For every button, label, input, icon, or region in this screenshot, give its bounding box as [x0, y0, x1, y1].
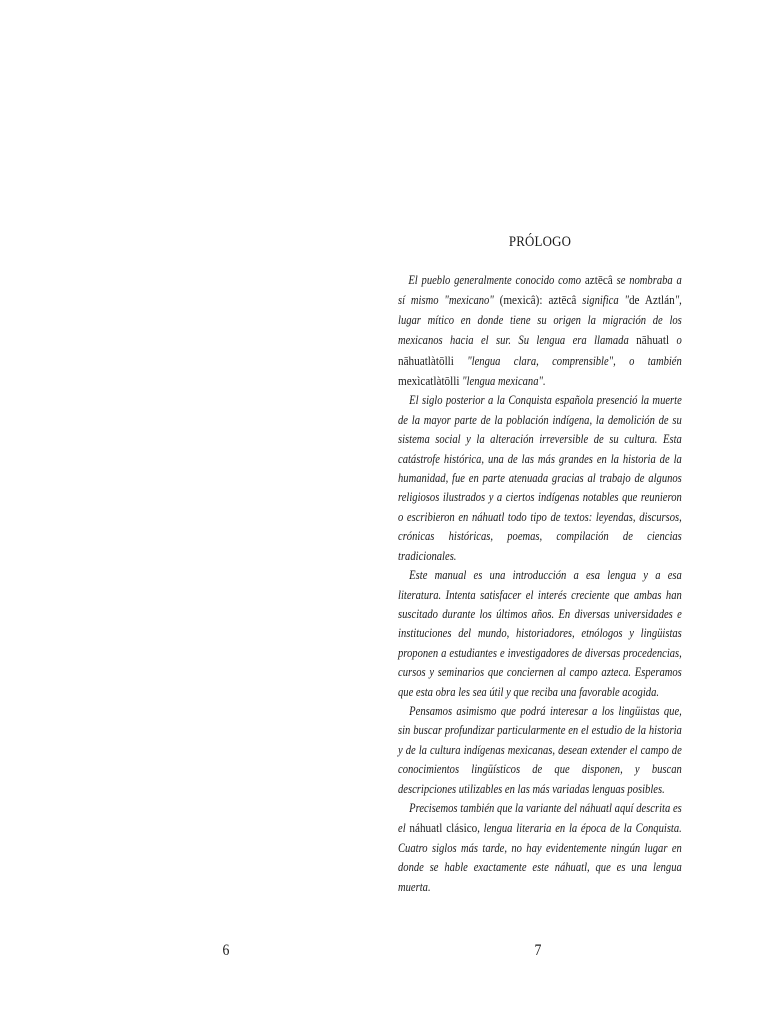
term-nahuatlatolli: nāhuatlàtōlli	[398, 352, 454, 368]
paragraph-2: El siglo posterior a la Conquista española presenció la muerte de la mayor parte de la población indígena, la demolición de su sistema social y la alteración irreversible de su cultura. Esta catástrofe histórica, una de las más grandes en la historia de la humanidad, fue en parte atenuada gracias al trabajo de algunos religiosos ilustrados y a ciertos indígenas notables que reunieron o escribieron en náhuatl todo tipo de textos: leyendas, discursos, crónicas históricas, poemas, compilación de ciencias tradicionales.	[398, 393, 682, 563]
paragraph-5	[398, 799, 682, 897]
term-nahuatl: nāhuatl	[636, 332, 670, 348]
term-nahuatl-clasico: náhuatl clásico	[409, 820, 478, 836]
paragraph-1-text: se nombraba a sí mismo "mexicano"	[398, 273, 682, 308]
paragraph-1-text: "lengua mexicana".	[459, 374, 546, 389]
paragraph-3: Este manual es una introducción a esa lengua y a esa literatura. Intenta satisfacer el interés creciente que ambas han suscitado durante los últimos años. En diversas universidades e instituciones del mundo, historiadores, etnólogos y lingüistas proponen a estudiantes e investigadores de diversas procedencias, cursos y seminarios que conciernen al campo azteca. Esperamos que esta obra les sea útil y que reciba una favorable acogida.	[398, 568, 682, 699]
term-de-aztlan: de Aztlán	[628, 292, 675, 308]
term-mexicatlatolli: mexìcatlàtōlli	[398, 373, 460, 389]
term-azteca: aztēcâ	[584, 272, 613, 287]
prologue-body	[398, 270, 682, 897]
page-number-right: 7	[534, 942, 542, 959]
paragraph-1	[398, 270, 682, 391]
paragraph-1-text: o	[669, 333, 682, 348]
page-number-left: 6	[222, 942, 230, 959]
term-mexica-azteca: (mexicâ): aztēcâ	[499, 292, 577, 308]
paragraph-1-text: ", lugar mítico en donde tiene su origen la migración de los mexicanos hacia el sur. Su lengua era llamada	[398, 293, 682, 348]
paragraph-1-text: El pueblo generalmente conocido como	[408, 273, 585, 287]
page-title: PRÓLOGO	[508, 234, 572, 250]
paragraph-1-text: "lengua clara, comprensible", o también	[453, 353, 682, 368]
paragraph-4: Pensamos asimismo que podrá interesar a los lingüistas que, sin buscar profundizar particularmente en el estudio de la historia y de la cultura indígenas mexicanas, desean extender el campo de conocimientos lingüísticos de que disponen, y buscan descripciones utilizables en las más variadas lenguas posibles.	[398, 703, 682, 796]
paragraph-5-text: Precisemos también que la variante del náhuatl aquí descrita es el	[398, 800, 682, 836]
paragraph-5-text: , lengua literaria en la época de la Conquista. Cuatro siglos más tarde, no hay evidentemente ningún lugar en donde se hable exactamente este náhuatl, que es una lengua muerta.	[398, 821, 682, 894]
paragraph-1-text: significa "	[576, 293, 629, 308]
